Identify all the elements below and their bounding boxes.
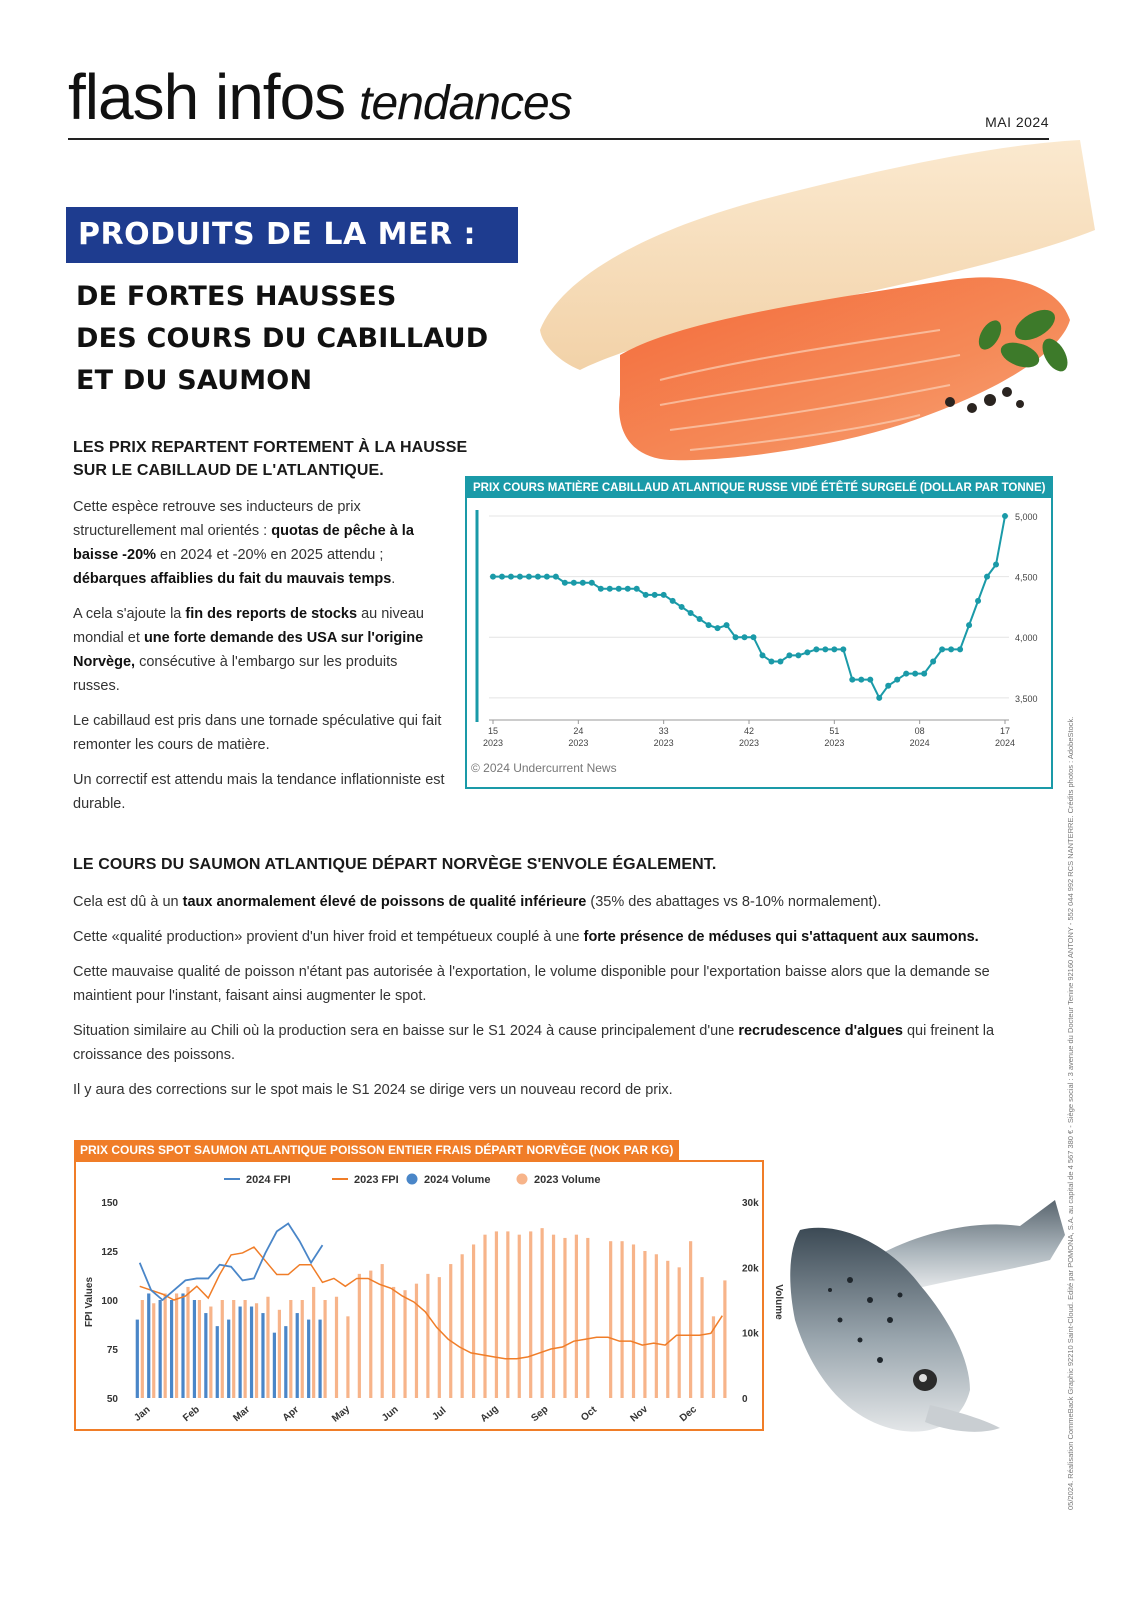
volume-2023-bar — [221, 1300, 224, 1398]
price-point — [616, 586, 622, 592]
price-point — [607, 586, 613, 592]
cod-section-title — [73, 436, 467, 482]
x-tick-year: 2023 — [738, 738, 760, 748]
volume-2023-bar — [369, 1271, 372, 1398]
volume-2023-bar — [278, 1310, 281, 1398]
cod-title-line: LES PRIX REPARTENT FORTEMENT À LA HAUSSE — [73, 439, 468, 456]
x-tick-year: 2023 — [482, 738, 504, 748]
volume-2023-bar — [198, 1300, 201, 1398]
volume-2023-bar — [152, 1303, 155, 1398]
paragraph: Le cabillaud est pris dans une tornade spéculative qui fait remonter les cours de matière. — [73, 713, 442, 753]
volume-2023-bar — [403, 1290, 406, 1398]
volume-2023-bar — [312, 1287, 315, 1398]
price-point — [598, 586, 604, 592]
volume-2024-bar — [181, 1293, 184, 1398]
price-point — [840, 646, 846, 652]
brand-main: flash infos — [68, 61, 346, 133]
y2-tick-label: 30k — [742, 1198, 759, 1209]
volume-2023-bar — [438, 1277, 441, 1398]
volume-2023-bar — [586, 1238, 589, 1398]
cod-chart — [467, 500, 1051, 787]
paragraph: Cette mauvaise qualité de poisson n'étant pas autorisée à l'exportation, le volume disponible pour l'exportation baisse alors que la demande se maintient pour l'instant, faisant ainsi augmenter le spot. — [73, 964, 990, 1004]
y-tick-label: 4,500 — [1015, 572, 1038, 583]
month-label: Apr — [280, 1404, 302, 1424]
price-point — [795, 652, 801, 658]
salmon-fish-image — [780, 1190, 1080, 1450]
price-point — [957, 646, 963, 652]
price-point — [867, 677, 873, 683]
volume-2024-bar — [204, 1313, 207, 1398]
price-point — [894, 677, 900, 683]
x-tick-year: 2024 — [909, 738, 930, 748]
price-point — [786, 652, 792, 658]
legend-swatch — [407, 1174, 418, 1185]
fish-fillet-image — [520, 140, 1110, 470]
month-label: May — [330, 1403, 353, 1425]
month-label: Sep — [529, 1403, 551, 1425]
price-point — [661, 592, 667, 598]
volume-2023-bar — [301, 1300, 304, 1398]
price-point — [903, 671, 909, 677]
volume-2023-bar — [723, 1280, 726, 1398]
x-tick-label: 15 — [487, 726, 499, 736]
volume-2023-bar — [643, 1251, 646, 1398]
price-point — [517, 574, 523, 580]
price-point — [804, 649, 810, 655]
salmon-section-body — [73, 890, 1041, 1113]
volume-2023-bar — [209, 1307, 212, 1398]
price-point — [625, 586, 631, 592]
volume-2023-bar — [563, 1238, 566, 1398]
y-tick-label: 125 — [101, 1247, 118, 1258]
volume-2023-bar — [632, 1244, 635, 1398]
x-tick-label: 33 — [658, 726, 669, 736]
y-axis-title: FPI Values — [84, 1276, 95, 1328]
headline-line: DES COURS DU CABILLAUD — [76, 323, 489, 354]
month-label: Jul — [430, 1405, 449, 1423]
volume-2023-bar — [426, 1274, 429, 1398]
volume-2023-bar — [164, 1293, 167, 1398]
legend-label: 2024 FPI — [246, 1174, 291, 1186]
price-point — [822, 646, 828, 652]
cod-title-line: SUR LE CABILLAUD DE L'ATLANTIQUE. — [73, 462, 384, 479]
cod-chart-title: PRIX COURS MATIÈRE CABILLAUD ATLANTIQUE RUSSE VIDÉ ÉTÊTÉ SURGELÉ (DOLLAR PAR TONNE) — [467, 478, 1051, 498]
paragraph: Cette «qualité production» provient d'un hiver froid et tempétueux couplé à une forte présence de méduses qui s'attaquent aux saumons. — [73, 929, 979, 945]
price-point — [490, 574, 496, 580]
price-point — [993, 562, 999, 568]
price-point — [670, 598, 676, 604]
price-point — [930, 658, 936, 664]
price-point — [849, 677, 855, 683]
month-label: Nov — [628, 1403, 651, 1425]
volume-2023-bar — [335, 1297, 338, 1398]
volume-2023-bar — [552, 1235, 555, 1398]
price-point — [912, 671, 918, 677]
month-label: Dec — [677, 1403, 699, 1425]
month-label: Oct — [579, 1404, 599, 1424]
volume-2023-bar — [346, 1316, 349, 1398]
price-point — [966, 622, 972, 628]
volume-2024-bar — [250, 1307, 253, 1398]
volume-2023-bar — [244, 1300, 247, 1398]
month-label: Aug — [478, 1403, 501, 1425]
paragraph: Un correctif est attendu mais la tendance inflationniste est durable. — [73, 772, 445, 812]
volume-2023-bar — [255, 1303, 258, 1398]
section-banner: PRODUITS DE LA MER : — [66, 207, 518, 263]
price-point — [580, 580, 586, 586]
price-point — [688, 610, 694, 616]
price-point — [715, 625, 721, 631]
price-point — [508, 574, 514, 580]
price-point — [544, 574, 550, 580]
month-label: Jan — [132, 1404, 153, 1424]
price-point — [679, 604, 685, 610]
price-point — [706, 622, 712, 628]
volume-2023-bar — [541, 1228, 544, 1398]
volume-2024-bar — [159, 1300, 162, 1398]
volume-2024-bar — [273, 1333, 276, 1398]
price-point — [742, 634, 748, 640]
volume-2024-bar — [147, 1293, 150, 1398]
paragraph: Cela est dû à un taux anormalement élevé de poissons de qualité inférieure (35% des abattages vs 8-10% normalement). — [73, 894, 882, 910]
price-point — [948, 646, 954, 652]
price-point — [750, 634, 756, 640]
price-point — [975, 598, 981, 604]
x-tick-year: 2023 — [568, 738, 589, 748]
volume-2023-bar — [700, 1277, 703, 1398]
cod-section-body — [73, 495, 445, 827]
salmon-chart-box — [74, 1160, 784, 1431]
price-point — [643, 592, 649, 598]
y-tick-label: 3,500 — [1015, 693, 1038, 704]
paragraph: Situation similaire au Chili où la production sera en baisse sur le S1 2024 à cause principalement d'une recrudescence d'algues qui freinent la croissance des poissons. — [73, 1023, 995, 1063]
volume-2024-bar — [239, 1307, 242, 1398]
y-tick-label: 5,000 — [1015, 512, 1038, 523]
headline-line: DE FORTES HAUSSES — [76, 281, 397, 312]
price-point — [984, 574, 990, 580]
volume-2023-bar — [472, 1244, 475, 1398]
volume-2023-bar — [186, 1287, 189, 1398]
issue-date: MAI 2024 — [985, 114, 1049, 130]
volume-2023-bar — [620, 1241, 623, 1398]
y-tick-label: 50 — [106, 1394, 118, 1405]
volume-2024-bar — [307, 1320, 310, 1398]
volume-2023-bar — [461, 1254, 464, 1398]
fpi-2024-line — [140, 1224, 323, 1300]
salmon-section-title: LE COURS DU SAUMON ATLANTIQUE DÉPART NORVÈGE S'ENVOLE ÉGALEMENT. — [73, 856, 717, 873]
salmon-chart — [76, 1162, 784, 1429]
x-tick-label: 51 — [829, 726, 840, 736]
volume-2023-bar — [358, 1274, 361, 1398]
y2-tick-label: 0 — [742, 1394, 748, 1405]
x-tick-year: 2024 — [994, 738, 1016, 748]
legend-swatch — [517, 1174, 528, 1185]
month-label: Mar — [231, 1404, 253, 1425]
volume-2023-bar — [232, 1300, 235, 1398]
volume-2024-bar — [284, 1326, 287, 1398]
volume-2023-bar — [529, 1231, 532, 1398]
legend-label: 2023 FPI — [354, 1174, 399, 1186]
volume-2024-bar — [318, 1320, 321, 1398]
price-point — [634, 586, 640, 592]
price-point — [777, 658, 783, 664]
volume-2024-bar — [136, 1320, 139, 1398]
month-label: Jun — [379, 1404, 401, 1425]
volume-2024-bar — [170, 1300, 173, 1398]
price-point — [813, 646, 819, 652]
price-point — [858, 677, 864, 683]
volume-2024-bar — [193, 1300, 196, 1398]
brand-logo — [68, 62, 572, 139]
x-tick-year: 2023 — [824, 738, 845, 748]
price-point — [589, 580, 595, 586]
volume-2023-bar — [575, 1235, 578, 1398]
price-point — [535, 574, 541, 580]
price-point — [499, 574, 505, 580]
volume-2023-bar — [666, 1261, 669, 1398]
x-tick-year: 2023 — [653, 738, 674, 748]
price-point — [876, 695, 882, 701]
legend-label: 2024 Volume — [424, 1174, 491, 1186]
legal-note: 05/2024. Réalisation CommeBack Graphic 92210 Saint-Cloud. Edité par POMONA, S.A. au capital de 4 567 380 € - Siège social : 3 avenue du Docteur Tenine 92160 ANTONY - 552 044 992 RCS NANTERRE. Crédits photos : AdobeStock. — [1066, 716, 1075, 1510]
volume-2024-bar — [216, 1326, 219, 1398]
volume-2024-bar — [296, 1313, 299, 1398]
volume-2023-bar — [689, 1241, 692, 1398]
y-tick-label: 100 — [101, 1296, 118, 1307]
x-tick-label: 08 — [914, 726, 925, 736]
volume-2024-bar — [261, 1313, 264, 1398]
volume-2023-bar — [609, 1241, 612, 1398]
salmon-chart-title: PRIX COURS SPOT SAUMON ATLANTIQUE POISSON ENTIER FRAIS DÉPART NORVÈGE (NOK PAR KG) — [74, 1140, 679, 1160]
y2-axis-title: Volume — [773, 1284, 784, 1320]
price-point — [724, 622, 730, 628]
price-point — [759, 652, 765, 658]
volume-2023-bar — [678, 1267, 681, 1398]
volume-2023-bar — [518, 1235, 521, 1398]
volume-2023-bar — [289, 1300, 292, 1398]
price-point — [831, 646, 837, 652]
volume-2023-bar — [415, 1284, 418, 1398]
price-point — [562, 580, 568, 586]
volume-2023-bar — [506, 1231, 509, 1398]
price-point — [697, 616, 703, 622]
price-point — [526, 574, 532, 580]
price-point — [571, 580, 577, 586]
x-tick-label: 24 — [573, 726, 584, 736]
price-point — [1002, 513, 1008, 519]
volume-2023-bar — [175, 1293, 178, 1398]
price-point — [939, 646, 945, 652]
volume-2023-bar — [323, 1300, 326, 1398]
price-point — [768, 658, 774, 664]
y-tick-label: 75 — [106, 1345, 118, 1356]
y-tick-label: 150 — [101, 1198, 118, 1209]
x-tick-label: 42 — [743, 726, 755, 736]
paragraph: A cela s'ajoute la fin des reports de stocks au niveau mondial et une forte demande des USA sur l'origine Norvège, consécutive à l'embargo sur les produits russes. — [73, 606, 424, 694]
volume-2023-bar — [449, 1264, 452, 1398]
y2-tick-label: 10k — [742, 1328, 759, 1340]
headline — [76, 276, 488, 402]
price-point — [652, 592, 658, 598]
volume-2023-bar — [495, 1231, 498, 1398]
y2-tick-label: 20k — [742, 1263, 759, 1275]
price-point — [921, 671, 927, 677]
volume-2023-bar — [655, 1254, 658, 1398]
chart-source: © 2024 Undercurrent News — [471, 761, 617, 775]
volume-2023-bar — [483, 1235, 486, 1398]
cod-chart-box — [465, 476, 1053, 789]
volume-2024-bar — [227, 1320, 230, 1398]
price-point — [885, 683, 891, 689]
volume-2023-bar — [141, 1300, 144, 1398]
x-tick-label: 17 — [999, 726, 1011, 736]
month-label: Feb — [181, 1404, 202, 1425]
price-line — [493, 516, 1005, 698]
legend-label: 2023 Volume — [534, 1174, 601, 1186]
volume-2023-bar — [392, 1287, 395, 1398]
price-point — [553, 574, 559, 580]
y-tick-label: 4,000 — [1015, 633, 1038, 644]
headline-line: ET DU SAUMON — [76, 365, 313, 396]
price-point — [733, 634, 739, 640]
volume-2023-bar — [266, 1297, 269, 1398]
paragraph: Il y aura des corrections sur le spot mais le S1 2024 se dirige vers un nouveau record de prix. — [73, 1082, 673, 1098]
brand-sub: tendances — [359, 77, 572, 130]
paragraph: Cette espèce retrouve ses inducteurs de prix structurellement mal orientés : quotas de pêche à la baisse -20% en 2024 et -20% en 2025 attendu ; débarques affaiblies du fait du mauvais temps. — [73, 499, 414, 587]
